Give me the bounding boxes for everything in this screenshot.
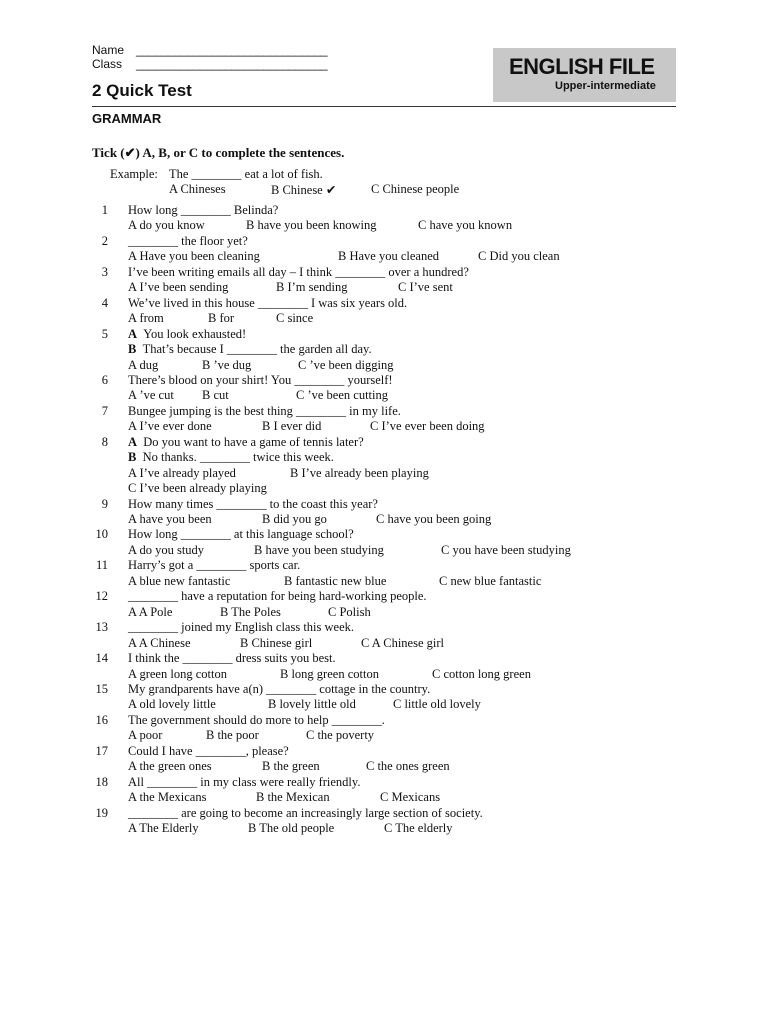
question-number: 3	[101, 264, 108, 279]
question-text: Harry’s got a ________ sports car.	[128, 558, 301, 573]
option-a[interactable]: A I’ve ever done	[128, 419, 212, 434]
option-c[interactable]: C ’ve been digging	[298, 357, 394, 372]
question-text: ________ have a reputation for being hard-working people.	[128, 589, 427, 604]
option-c[interactable]: C The elderly	[384, 821, 453, 835]
option-b[interactable]: B did you go	[262, 512, 327, 526]
option-a[interactable]: A poor	[128, 728, 163, 743]
question-number: 9	[101, 496, 108, 511]
option-b[interactable]: B the green	[262, 759, 320, 774]
example-option-b: B Chinese ✔	[271, 183, 337, 197]
option-a[interactable]: A I’ve been sending	[128, 280, 229, 295]
option-a[interactable]: A the Mexicans	[128, 790, 207, 805]
option-a[interactable]: A A Chinese	[128, 635, 191, 650]
question-number: 12	[95, 589, 108, 604]
option-a[interactable]: A have you been	[128, 512, 212, 526]
option-c[interactable]: C have you known	[418, 218, 513, 233]
question-text: Do you want to have a game of tennis later?	[143, 434, 364, 449]
option-a[interactable]: A green long cotton	[128, 666, 227, 681]
option-c[interactable]: C have you been going	[376, 512, 492, 526]
question-text: There’s blood on your shirt! You ________ yourself!	[128, 372, 393, 387]
option-a[interactable]: A Have you been cleaning	[128, 249, 260, 264]
option-b[interactable]: B for	[208, 311, 235, 326]
logo-title: ENGLISH FILE	[509, 54, 655, 79]
brand-logo	[493, 48, 676, 102]
name-label: Name	[92, 43, 125, 57]
question-number: 4	[101, 295, 108, 310]
option-a[interactable]: A I’ve already played	[128, 465, 236, 480]
class-label: Class	[92, 57, 123, 71]
speaker-label: B	[128, 342, 137, 356]
option-b[interactable]: B The Poles	[220, 604, 281, 619]
option-b[interactable]: B the poor	[206, 728, 259, 743]
option-b[interactable]: B long green cotton	[280, 666, 379, 681]
question-text: ________ the floor yet?	[128, 233, 248, 248]
question-text: ________ are going to become an increasingly large section of society.	[128, 805, 483, 820]
option-a[interactable]: A do you study	[128, 542, 205, 557]
option-c[interactable]: C ’ve been cutting	[296, 388, 388, 403]
option-a[interactable]: A blue new fantastic	[128, 573, 231, 588]
section-heading: GRAMMAR	[92, 111, 162, 126]
option-a[interactable]: A old lovely little	[128, 697, 216, 712]
option-a[interactable]: A from	[128, 311, 164, 326]
question-number: 15	[95, 682, 108, 696]
question-text: ________ joined my English class this week.	[128, 620, 355, 635]
option-b[interactable]: B have you been knowing	[246, 218, 377, 233]
option-b[interactable]: B ’ve dug	[202, 357, 252, 372]
question-text: My grandparents have a(n) ________ cottage in the country.	[128, 682, 431, 696]
logo-subtitle: Upper-intermediate	[555, 80, 656, 92]
question-number: 14	[95, 651, 108, 666]
question-text: You look exhausted!	[143, 326, 247, 341]
question-text: That’s because I ________ the garden all day.	[142, 342, 372, 356]
option-c[interactable]: C I’ve been already playing	[128, 481, 267, 496]
option-a[interactable]: A do you know	[128, 218, 205, 233]
class-field[interactable]: ______________________________	[136, 57, 328, 71]
speaker-label: A	[128, 326, 138, 341]
option-c[interactable]: C the ones green	[366, 759, 450, 774]
option-b[interactable]: B fantastic new blue	[284, 573, 387, 588]
question-text: I’ve been writing emails all day – I think ________ over a hundred?	[128, 264, 469, 279]
option-c[interactable]: C I’ve ever been doing	[370, 419, 485, 434]
option-b[interactable]: B the Mexican	[256, 790, 330, 805]
option-b[interactable]: B I’m sending	[276, 280, 348, 295]
option-c[interactable]: C cotton long green	[432, 666, 531, 681]
question-number: 7	[101, 403, 108, 418]
speaker-label: A	[128, 434, 138, 449]
example-option-c: C Chinese people	[371, 182, 460, 196]
question-text: No thanks. ________ twice this week.	[142, 450, 334, 465]
question-number: 16	[95, 712, 108, 727]
question-text: All ________ in my class were really friendly.	[128, 774, 361, 789]
question-number: 6	[101, 372, 108, 387]
question-text: We’ve lived in this house ________ I was six years old.	[128, 295, 408, 310]
option-b[interactable]: B Have you cleaned	[338, 249, 440, 264]
option-c[interactable]: C Did you clean	[478, 249, 560, 264]
question-number: 10	[95, 527, 108, 542]
name-field[interactable]: ______________________________	[136, 43, 328, 57]
header-divider	[92, 106, 676, 107]
option-a[interactable]: A A Pole	[128, 604, 173, 619]
option-b[interactable]: B cut	[202, 388, 229, 403]
question-number: 11	[95, 558, 108, 573]
option-c[interactable]: C the poverty	[306, 728, 375, 743]
question-text: How many times ________ to the coast this year?	[128, 496, 378, 511]
question-text: Bungee jumping is the best thing ________ in my life.	[128, 403, 401, 418]
option-a[interactable]: A dug	[128, 357, 159, 372]
question-number: 18	[95, 774, 108, 789]
question-number: 19	[95, 805, 108, 820]
option-a[interactable]: A the green ones	[128, 759, 212, 774]
question-number: 1	[101, 203, 108, 217]
option-c[interactable]: C since	[276, 311, 314, 326]
option-a[interactable]: A The Elderly	[128, 821, 199, 835]
option-b[interactable]: B Chinese girl	[240, 635, 313, 650]
option-c[interactable]: C Mexicans	[380, 790, 441, 805]
question-text: How long ________ Belinda?	[128, 203, 279, 217]
example-option-a: A Chineses	[169, 182, 226, 196]
option-c[interactable]: C you have been studying	[441, 542, 571, 557]
option-b[interactable]: B lovely little old	[268, 697, 356, 712]
question-number: 17	[95, 743, 108, 758]
instructions: Tick (✔) A, B, or C to complete the sentences.	[92, 145, 345, 160]
option-c[interactable]: C A Chinese girl	[361, 635, 444, 650]
question-text: Could I have ________, please?	[128, 743, 289, 758]
speaker-label: B	[128, 450, 137, 465]
question-text: The government should do more to help ________.	[128, 712, 385, 727]
option-c[interactable]: C new blue fantastic	[439, 573, 542, 588]
option-b[interactable]: B I’ve already been playing	[290, 465, 429, 480]
option-c[interactable]: C Polish	[328, 604, 371, 619]
option-b[interactable]: B have you been studying	[254, 542, 384, 557]
question-text: I think the ________ dress suits you best.	[128, 651, 336, 666]
option-c[interactable]: C little old lovely	[393, 697, 481, 712]
option-c[interactable]: C I’ve sent	[398, 280, 453, 295]
question-number: 13	[95, 620, 108, 635]
page-title: 2 Quick Test	[92, 81, 192, 100]
question-number: 8	[101, 434, 108, 449]
option-b[interactable]: B I ever did	[262, 419, 322, 434]
question-number: 5	[101, 326, 108, 341]
option-b[interactable]: B The old people	[248, 821, 335, 835]
example-sentence: The ________ eat a lot of fish.	[169, 167, 323, 181]
question-text: How long ________ at this language school?	[128, 527, 354, 542]
question-number: 2	[101, 233, 108, 248]
example-label: Example:	[110, 167, 158, 181]
option-a[interactable]: A ’ve cut	[128, 388, 174, 403]
